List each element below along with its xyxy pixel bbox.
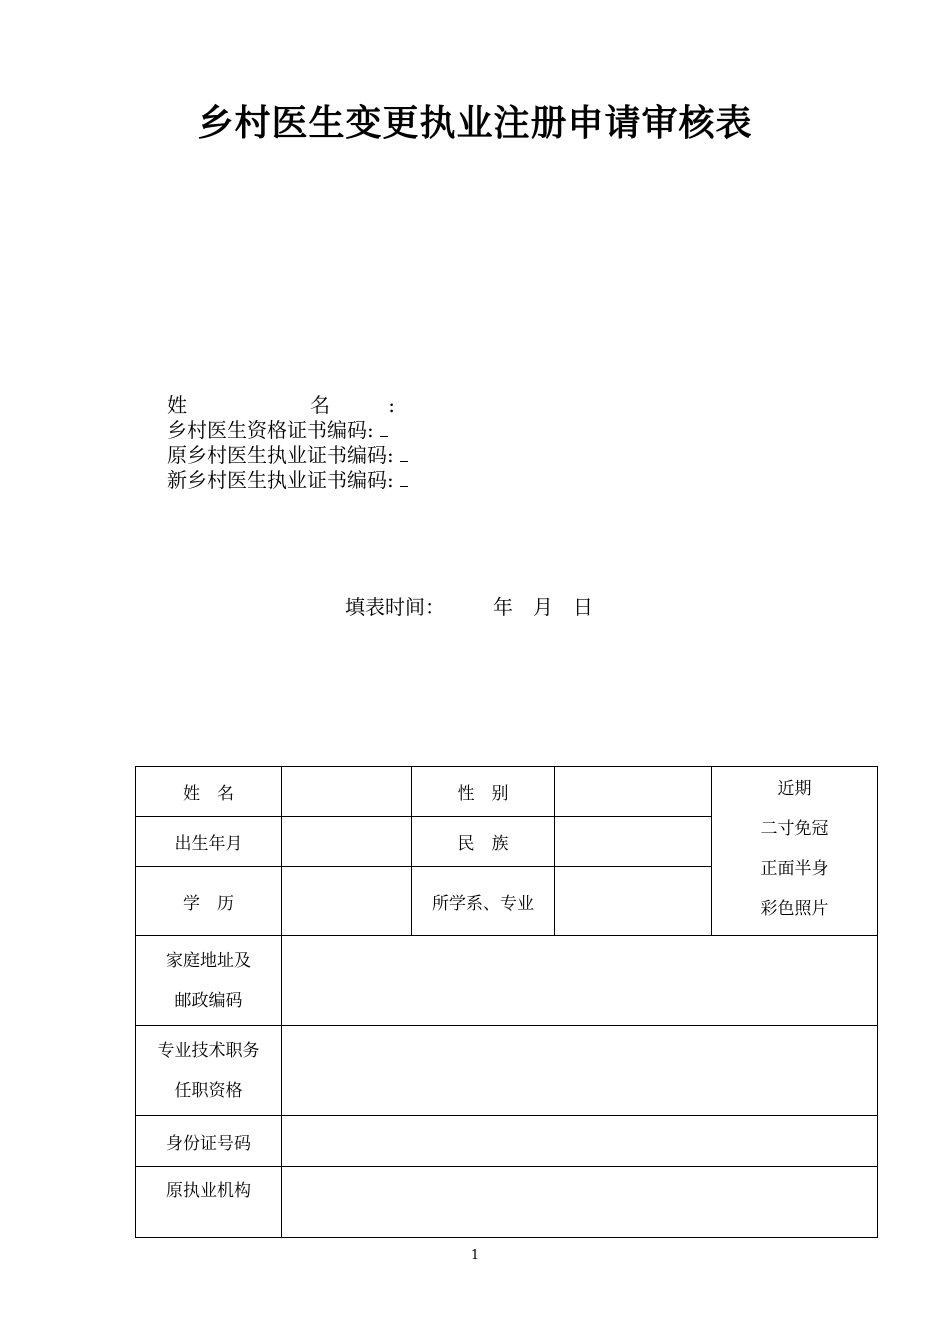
name-value-cell[interactable] bbox=[282, 767, 412, 817]
title-qualification-value-cell[interactable] bbox=[282, 1026, 878, 1116]
address-line: 邮政编码 bbox=[174, 990, 243, 1011]
birth-header: 出生年月 bbox=[136, 817, 282, 867]
qualification-blank[interactable] bbox=[380, 418, 388, 437]
qualification-label: 乡村医生资格证书编码: bbox=[167, 418, 374, 442]
name-label bbox=[167, 393, 395, 418]
former-org-value-cell[interactable] bbox=[282, 1167, 878, 1238]
title-qualification-line: 专业技术职务 bbox=[157, 1040, 260, 1061]
qualification-row bbox=[167, 418, 408, 443]
ethnicity-header: 民 族 bbox=[412, 817, 555, 867]
new-license-label: 新乡村医生执业证书编码: bbox=[167, 468, 394, 492]
major-header: 所学系、专业 bbox=[412, 867, 555, 936]
table-row bbox=[136, 767, 878, 817]
title-qualification-header bbox=[136, 1026, 282, 1116]
table-row bbox=[136, 1167, 878, 1238]
table-row bbox=[136, 936, 878, 1026]
month-label: 月 bbox=[533, 595, 553, 619]
fill-date bbox=[345, 591, 593, 620]
old-license-row bbox=[167, 443, 408, 468]
applicant-info bbox=[167, 393, 408, 493]
fill-date-label: 填表时间： bbox=[345, 595, 445, 619]
address-header bbox=[136, 936, 282, 1026]
gender-header: 性 别 bbox=[412, 767, 555, 817]
title-qualification-line: 任职资格 bbox=[174, 1080, 243, 1101]
former-org-header: 原执业机构 bbox=[136, 1167, 282, 1238]
page-title: 乡村医生变更执业注册申请审核表 bbox=[197, 103, 753, 144]
id-number-value-cell[interactable] bbox=[282, 1116, 878, 1167]
day-label: 日 bbox=[573, 595, 593, 619]
photo-cell[interactable] bbox=[712, 767, 878, 936]
birth-value-cell[interactable] bbox=[282, 817, 412, 867]
major-value-cell[interactable] bbox=[555, 867, 712, 936]
old-license-label: 原乡村医生执业证书编码: bbox=[167, 443, 394, 467]
name-label-first: 姓 bbox=[167, 393, 246, 417]
table-row bbox=[136, 1026, 878, 1116]
old-license-blank[interactable] bbox=[400, 443, 408, 462]
id-number-header: 身份证号码 bbox=[136, 1116, 282, 1167]
year-label: 年 bbox=[493, 595, 513, 619]
address-line: 家庭地址及 bbox=[166, 950, 251, 971]
photo-line: 近期 bbox=[777, 779, 812, 799]
new-license-row bbox=[167, 468, 408, 493]
education-value-cell[interactable] bbox=[282, 867, 412, 936]
photo-line: 正面半身 bbox=[760, 859, 829, 879]
new-license-blank[interactable] bbox=[400, 468, 408, 487]
name-label-second: 名: bbox=[309, 393, 395, 417]
ethnicity-value-cell[interactable] bbox=[555, 817, 712, 867]
gender-value-cell[interactable] bbox=[555, 767, 712, 817]
page-number: 1 bbox=[470, 1248, 480, 1263]
education-header: 学 历 bbox=[136, 867, 282, 936]
name-header: 姓 名 bbox=[136, 767, 282, 817]
address-value-cell[interactable] bbox=[282, 936, 878, 1026]
photo-line: 二寸免冠 bbox=[760, 819, 829, 839]
photo-line: 彩色照片 bbox=[760, 899, 829, 919]
application-form-table bbox=[135, 766, 878, 1238]
name-row bbox=[167, 393, 408, 418]
table-row bbox=[136, 1116, 878, 1167]
